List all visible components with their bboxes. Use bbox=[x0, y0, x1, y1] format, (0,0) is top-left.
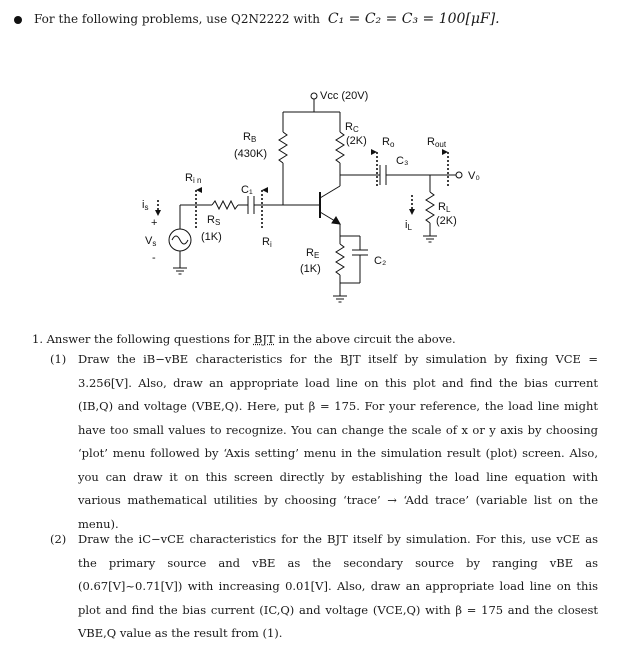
rl-label: RL bbox=[438, 201, 451, 214]
re-label: RE bbox=[306, 247, 320, 260]
rc-resistor-icon bbox=[336, 132, 344, 163]
rc-label: RC bbox=[345, 121, 359, 134]
rl-resistor-icon bbox=[426, 192, 434, 223]
emitter-arrow-icon bbox=[332, 217, 340, 224]
ro-label: Ro bbox=[382, 136, 395, 149]
part-1-number: (1) bbox=[50, 352, 67, 366]
vo-terminal-icon bbox=[456, 172, 462, 178]
vcc-terminal-icon bbox=[311, 93, 317, 99]
rb-resistor-icon bbox=[279, 132, 287, 163]
re-resistor-icon bbox=[336, 244, 344, 275]
is-arrowhead-icon bbox=[155, 210, 161, 216]
ri-arrow-icon bbox=[262, 187, 268, 193]
rout-arrow-icon bbox=[442, 149, 448, 155]
intro-formula: C₁ = C₂ = C₃ = 100[μF]. bbox=[327, 11, 500, 27]
rout-label: Rout bbox=[427, 136, 447, 149]
rin-label: Ri n bbox=[185, 172, 202, 185]
ro-arrow-icon bbox=[371, 149, 377, 155]
rs-resistor-icon bbox=[212, 201, 238, 209]
question-part-1 bbox=[50, 348, 598, 531]
rc-value: (2K) bbox=[346, 135, 367, 147]
vcc-label: Vcc (20V) bbox=[320, 90, 369, 102]
intro-text: For the following problems, use Q2N2222 with bbox=[34, 12, 321, 26]
c1-label: C₁ bbox=[241, 184, 253, 196]
rb-label: RB bbox=[243, 131, 257, 144]
rl-value: (2K) bbox=[436, 215, 457, 227]
il-arrowhead-icon bbox=[409, 209, 415, 215]
il-label: iL bbox=[405, 219, 412, 232]
rin-arrow-icon bbox=[196, 187, 202, 193]
re-value: (1K) bbox=[300, 263, 321, 275]
rs-label: RS bbox=[207, 214, 221, 227]
vo-label: V₀ bbox=[468, 170, 480, 182]
rb-value: (430K) bbox=[234, 148, 268, 160]
part-2-text: Draw the iC−vCE characteristics for the BJT itself by simulation. For this, use vCE as the primary source and vBE as the secondary source by ranging vBE as (0.67[V]~0.71[V]) with increasing 0.01[V]. Also, draw an appropriate load line on this plot and find the bias current (IC,Q) and voltage (VCE,Q) with β = 175 and the closest VBE,Q value as the result from (1). bbox=[78, 532, 598, 640]
question-part-2 bbox=[50, 528, 598, 650]
vs-plus-label: + bbox=[151, 217, 158, 229]
is-label: is bbox=[142, 199, 149, 212]
question-heading: 1. Answer the following questions for BJT in the above circuit the above. bbox=[32, 332, 456, 346]
rs-value: (1K) bbox=[201, 231, 222, 243]
ri-label: Ri bbox=[262, 236, 272, 249]
vs-minus-label: - bbox=[152, 252, 156, 264]
part-1-text: Draw the iB−vBE characteristics for the BJT itself by simulation by fixing VCE = 3.256[V]. Also, draw an appropriate load line on this plot and find the bias current (IB,Q) and voltage (VBE,Q). Here, put β = 175. For your reference, the load line might have too small values to recognize. You can change the scale of x or y axis by choosing ‘plot’ menu followed by ‘Axis setting’ menu in the simulation result (plot) screen. Also, you can draw it on this screen directly by establishing the load line equation with various mathematical utilities by choosing ‘trace’ → ‘Add trace’ (variable list on the menu). bbox=[78, 352, 598, 531]
part-2-number: (2) bbox=[50, 532, 67, 546]
vs-label: Vs bbox=[145, 235, 157, 248]
c2-label: C₂ bbox=[374, 255, 387, 267]
c3-label: C₃ bbox=[396, 155, 409, 167]
